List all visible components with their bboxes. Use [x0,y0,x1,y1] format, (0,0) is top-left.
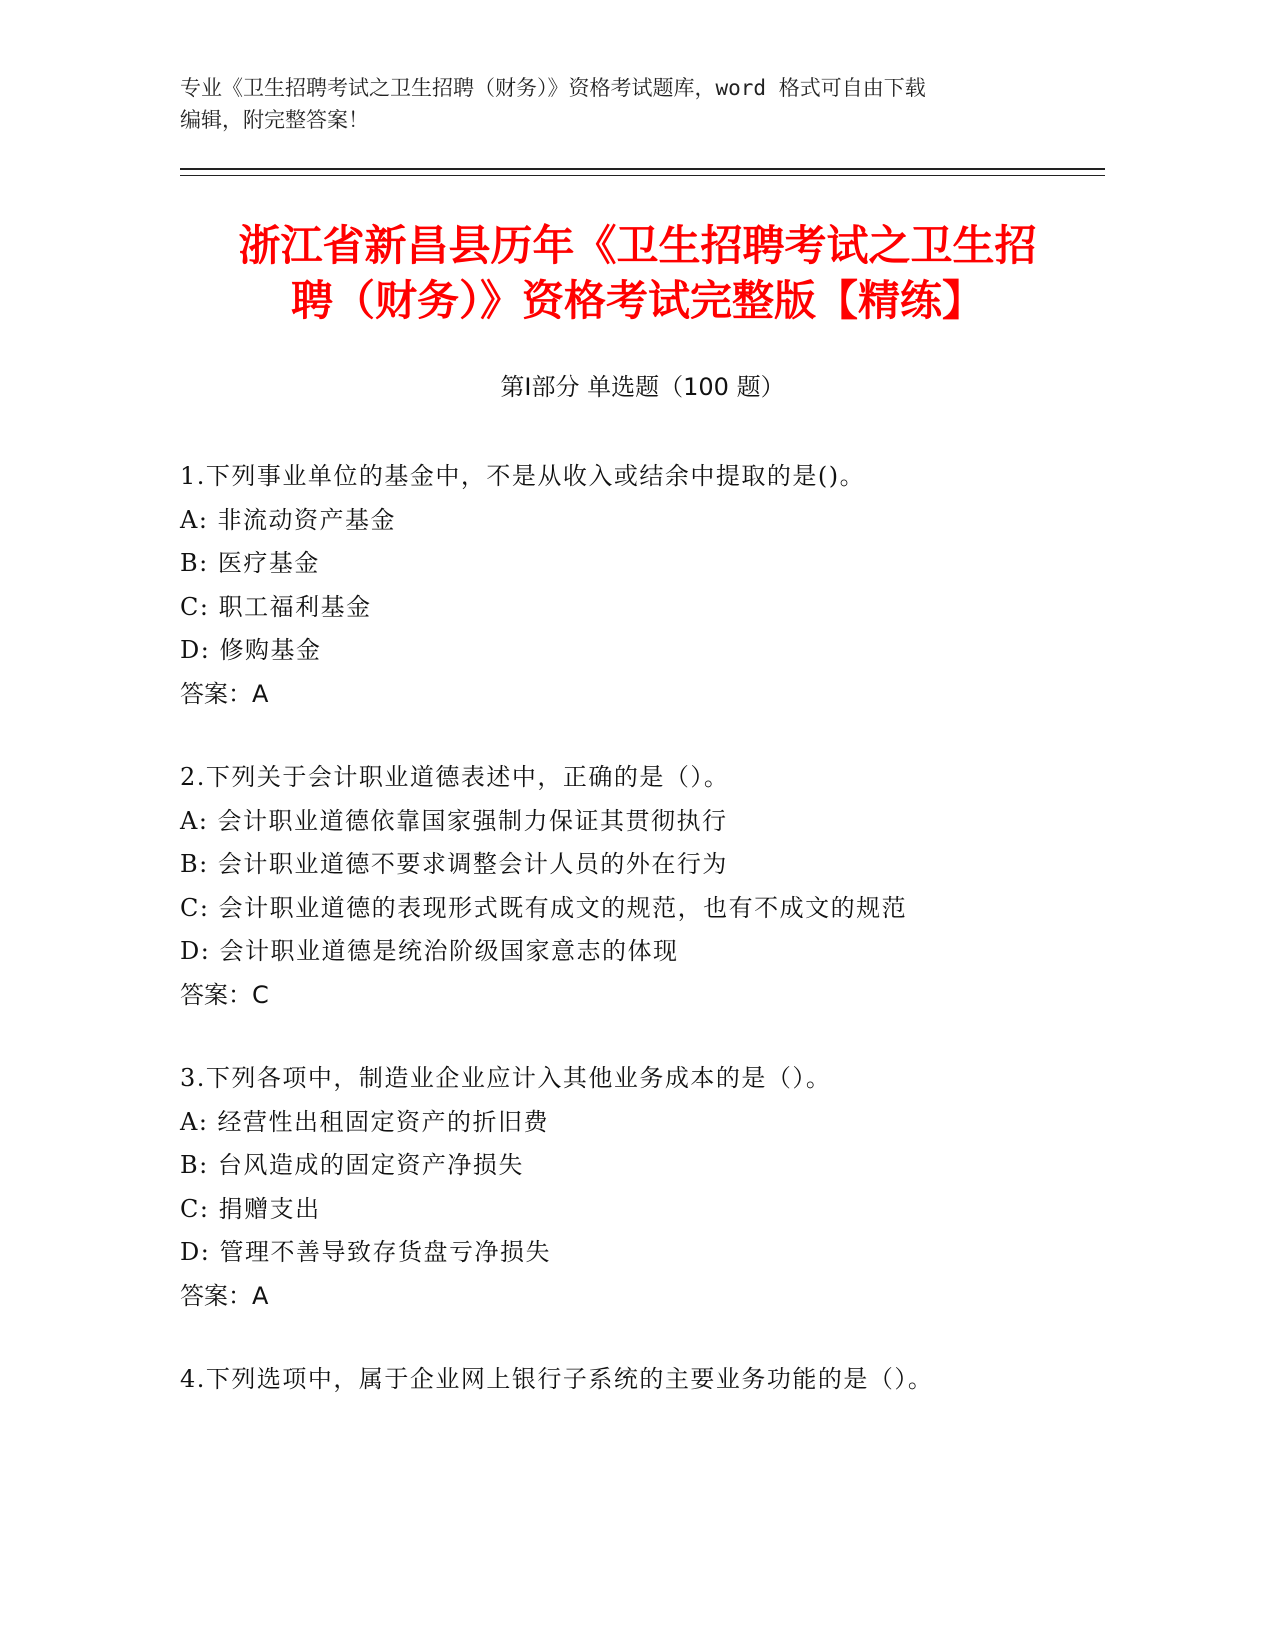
option-a: A: 非流动资产基金 [180,505,397,534]
question-stem: 3.下列各项中，制造业企业应计入其他业务成本的是（）。 [180,1064,832,1092]
answer: 答案：C [180,980,269,1009]
option-b: B: 会计职业道德不要求调整会计人员的外在行为 [180,850,728,878]
option-b: B: 医疗基金 [180,549,320,577]
question-list [180,455,1105,1442]
header-note-line-1: 专业《卫生招聘考试之卫生招聘（财务）》资格考试题库，word 格式可自由下载 [180,76,926,100]
answer: 答案：A [180,1281,269,1310]
question-3 [180,1057,1105,1318]
header-divider-thick [180,168,1105,170]
section-heading: 第Ⅰ部分 单选题（100 题） [500,373,785,401]
header-note-line-2: 编辑，附完整答案！ [180,108,369,132]
document-title-line-2: 聘（财务）》资格考试完整版【精练】 [290,276,984,325]
option-a: A: 会计职业道德依靠国家强制力保证其贯彻执行 [180,806,728,835]
option-d: D: 修购基金 [180,636,322,664]
option-c: C: 职工福利基金 [180,592,372,621]
answer: 答案：A [180,679,269,708]
option-a: A: 经营性出租固定资产的折旧费 [180,1107,550,1136]
option-c: C: 会计职业道德的表现形式既有成文的规范，也有不成文的规范 [180,893,908,922]
option-d: D: 会计职业道德是统治阶级国家意志的体现 [180,937,679,965]
question-4 [180,1358,1105,1402]
document-title-line-1: 浙江省新昌县历年《卫生招聘考试之卫生招 [238,221,1037,270]
question-1 [180,455,1105,716]
question-stem: 1.下列事业单位的基金中，不是从收入或结余中提取的是()。 [180,462,866,490]
question-2 [180,756,1105,1017]
option-c: C: 捐赠支出 [180,1194,321,1223]
header-note [180,72,1080,136]
question-stem: 4.下列选项中，属于企业网上银行子系统的主要业务功能的是（）。 [180,1365,934,1393]
header-divider-thin [180,175,1105,176]
option-d: D: 管理不善导致存货盘亏净损失 [180,1238,551,1266]
question-stem: 2.下列关于会计职业道德表述中，正确的是（）。 [180,763,730,791]
option-b: B: 台风造成的固定资产净损失 [180,1151,524,1179]
document-title [120,218,1155,328]
